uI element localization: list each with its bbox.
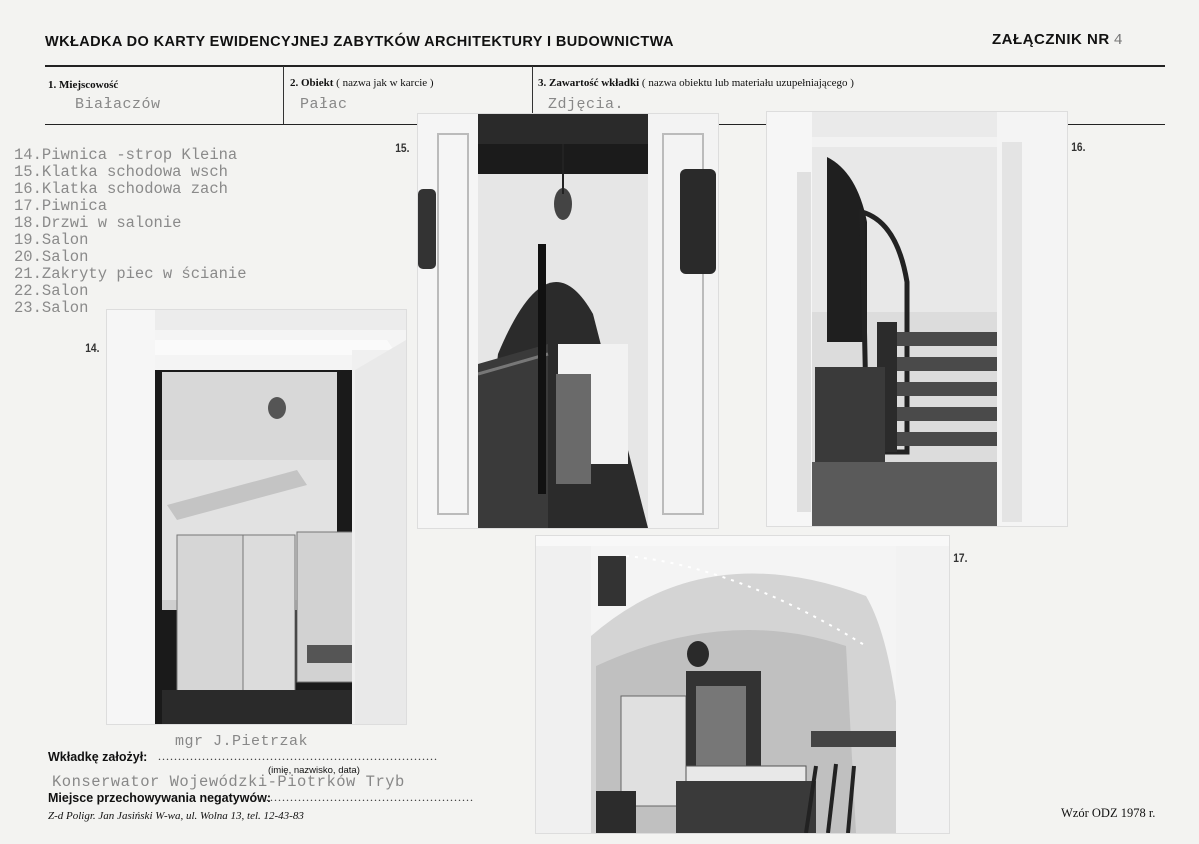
object-label-note: ( nazwa jak w karcie ) xyxy=(336,77,434,89)
photo-16-west-staircase xyxy=(766,111,1068,527)
photo-15-image xyxy=(418,114,718,528)
photo-16-image xyxy=(767,112,1067,526)
storage-label: Miejsce przechowywania negatywów: xyxy=(48,791,271,805)
locality-value: Białaczów xyxy=(75,96,161,113)
contents-label-note: ( nazwa obiektu lub materiału uzupełniającego ) xyxy=(641,77,854,89)
author-dotted-line: ...................................................................... xyxy=(158,749,438,763)
list-item: 14.Piwnica -strop Kleina xyxy=(14,146,238,164)
header-rule-top xyxy=(45,65,1165,67)
author-caption: (imię, nazwisko, data) xyxy=(268,765,360,776)
printer-imprint: Z-d Poligr. Jan Jasiński W-wa, ul. Wolna 13, tel. 12-43-83 xyxy=(48,810,304,822)
photo-17-image xyxy=(536,536,949,833)
annex-label xyxy=(992,31,1123,49)
photo-list xyxy=(14,147,247,317)
list-item: 23.Salon xyxy=(14,299,89,317)
object-value: Pałac xyxy=(300,96,348,113)
storage-dotted-line: ...................................................... xyxy=(258,790,474,804)
locality-label: 1. Miejscowość xyxy=(48,79,119,91)
contents-label xyxy=(538,77,854,89)
author-value: mgr J.Pietrzak xyxy=(175,733,309,750)
list-item: 20.Salon xyxy=(14,248,89,266)
list-item: 17.Piwnica xyxy=(14,197,108,215)
field-divider-1 xyxy=(283,66,284,124)
contents-value: Zdjęcia. xyxy=(548,96,625,113)
list-item: 15.Klatka schodowa wsch xyxy=(14,163,228,181)
photo-15-east-staircase xyxy=(417,113,719,529)
photo-number-14: 14. xyxy=(85,341,100,355)
contents-label-text: 3. Zawartość wkładki xyxy=(538,77,640,89)
photo-17-vaulted-cellar xyxy=(535,535,950,834)
list-item: 16.Klatka schodowa zach xyxy=(14,180,228,198)
photo-number-17: 17. xyxy=(953,551,968,565)
photo-number-15: 15. xyxy=(395,141,410,155)
author-label: Wkładkę założył: xyxy=(48,750,148,764)
photo-14-cellar xyxy=(106,309,407,725)
list-item: 19.Salon xyxy=(14,231,89,249)
storage-value: Konserwator Wojewódzki-Piotrków Tryb xyxy=(52,773,405,791)
list-item: 22.Salon xyxy=(14,282,89,300)
form-template-id: Wzór ODZ 1978 r. xyxy=(1061,806,1156,820)
photo-14-image xyxy=(107,310,406,724)
form-title: WKŁADKA DO KARTY EWIDENCYJNEJ ZABYTKÓW ARCHITEKTURY I BUDOWNICTWA xyxy=(45,34,674,50)
object-label-text: 2. Obiekt xyxy=(290,77,334,89)
list-item: 21.Zakryty piec w ścianie xyxy=(14,265,247,283)
annex-label-text: ZAŁĄCZNIK NR xyxy=(992,31,1110,48)
object-label xyxy=(290,77,434,89)
annex-number: 4 xyxy=(1113,32,1124,49)
photo-number-16: 16. xyxy=(1071,140,1086,154)
list-item: 18.Drzwi w salonie xyxy=(14,214,182,232)
